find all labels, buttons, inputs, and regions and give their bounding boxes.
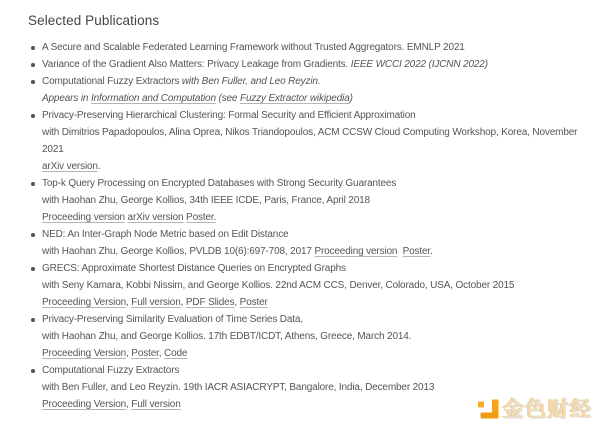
publication-text: , (158, 348, 165, 359)
publication-text: , (234, 297, 240, 308)
publication-text: with Ben Fuller, and Leo Reyzin. (181, 76, 321, 87)
publication-text: Variance of the Gradient Also Matters: Privacy Leakage from Gradients. (42, 59, 351, 70)
publication-link[interactable]: Fuzzy Extractor wikipedia (239, 93, 350, 104)
publication-text: Privacy-Preserving Similarity Evaluation of Time Series Data, (42, 314, 303, 325)
publication-link[interactable]: PDF Slides (185, 297, 235, 308)
publication-text: , (126, 399, 132, 410)
publication-line (0, 277, 600, 294)
publication-text: (see (215, 93, 240, 104)
publication-text: Computational Fuzzy Extractors (42, 365, 180, 376)
publication-line (0, 243, 600, 260)
publication-item (0, 39, 600, 56)
publication-text: A Secure and Scalable Federated Learning Framework without Trusted Aggregators. EMNLP 2021 (42, 42, 465, 53)
publication-item (0, 175, 600, 226)
publication-text: . (430, 246, 433, 257)
publication-line (0, 345, 600, 362)
publication-text: with Haohan Zhu, and George Kollios. 17th EDBT/ICDT, Athens, Greece, March 2014. (42, 331, 412, 342)
publication-text: with Haohan Zhu, George Kollios, 34th IEEE ICDE, Paris, France, April 2018 (42, 195, 370, 206)
watermark (477, 398, 593, 420)
publication-link[interactable]: Code (164, 348, 188, 359)
publication-text: with Haohan Zhu, George Kollios, PVLDB 10(6):697-708, 2017 (42, 246, 315, 257)
publication-text: , (126, 297, 132, 308)
publication-text: GRECS: Approximate Shortest Distance Queries on Encrypted Graphs (42, 263, 346, 274)
publication-link[interactable]: Full version (131, 399, 181, 410)
jinse-logo-icon (477, 398, 499, 420)
bullet-icon (31, 46, 35, 50)
publication-item (0, 260, 600, 311)
publication-text: with Dimitrios Papadopoulos, Alina Oprea, Nikos Triandopoulos, ACM CCSW Cloud Computing Workshop, Korea, November 2021 (42, 127, 580, 155)
publication-line (0, 90, 600, 107)
bullet-icon (31, 182, 35, 186)
publication-link[interactable]: Poster. (186, 212, 217, 223)
publication-item (0, 56, 600, 73)
publication-line (0, 209, 600, 226)
publication-link[interactable]: arXiv version (42, 161, 98, 172)
publication-text: NED: An Inter-Graph Node Metric based on Edit Distance (42, 229, 289, 240)
publication-line (0, 124, 600, 158)
publication-link[interactable]: Proceeding Version (42, 348, 127, 359)
bullet-icon (31, 80, 35, 84)
publication-link[interactable]: Poster (131, 348, 159, 359)
publications-list (0, 39, 600, 413)
publication-item (0, 311, 600, 362)
publication-link[interactable]: Full version (131, 297, 181, 308)
publication-text: Top-k Query Processing on Encrypted Databases with Strong Security Guarantees (42, 178, 397, 189)
publication-link[interactable]: Proceeding version (314, 246, 398, 257)
publication-line (0, 73, 600, 90)
publication-text: with Ben Fuller, and Leo Reyzin. 19th IACR ASIACRYPT, Bangalore, India, December 2013 (42, 382, 435, 393)
publication-text: Privacy-Preserving Hierarchical Clustering: Formal Security and Efficient Approximation (42, 110, 416, 121)
publication-line (0, 226, 600, 243)
publication-text: with Seny Kamara, Kobbi Nissim, and George Kollios. 22nd ACM CCS, Denver, Colorado, USA, October 2015 (42, 280, 515, 291)
publication-line (0, 175, 600, 192)
publication-line (0, 328, 600, 345)
publication-link[interactable]: Information and Computation (90, 93, 216, 104)
publication-item (0, 107, 600, 175)
publication-line (0, 107, 600, 124)
publication-text: . (97, 161, 101, 172)
bullet-icon (31, 369, 35, 373)
bullet-icon (31, 63, 35, 67)
publication-line (0, 260, 600, 277)
publication-link[interactable]: Poster (402, 246, 431, 257)
publication-link[interactable]: arXiv version (127, 212, 184, 223)
bullet-icon (31, 233, 35, 237)
publication-link[interactable]: Proceeding Version (42, 399, 127, 410)
page-title: Selected Publications (28, 13, 160, 28)
publication-line (0, 192, 600, 209)
publication-item (0, 226, 600, 260)
publication-line (0, 311, 600, 328)
publication-line (0, 362, 600, 379)
bullet-icon (31, 267, 35, 271)
publication-text: , (126, 348, 132, 359)
publication-item (0, 73, 600, 107)
publication-line (0, 39, 600, 56)
publication-text: , (180, 297, 186, 308)
publication-link[interactable]: Poster (239, 297, 268, 308)
bullet-icon (31, 318, 35, 322)
publication-link[interactable]: Proceeding version (42, 212, 125, 223)
publication-line (0, 56, 600, 73)
publication-text: Appears in (42, 93, 91, 104)
publication-link[interactable]: Proceeding Version (42, 297, 127, 308)
publication-text: ) (349, 93, 353, 104)
publication-line (0, 158, 600, 175)
publication-line (0, 294, 600, 311)
publication-line (0, 379, 600, 396)
bullet-icon (31, 114, 35, 118)
publication-text: Computational Fuzzy Extractors (42, 76, 182, 87)
watermark-brand-text: 金色财经 (503, 397, 593, 421)
publication-text: IEEE WCCI 2022 (IJCNN 2022) (350, 59, 488, 70)
